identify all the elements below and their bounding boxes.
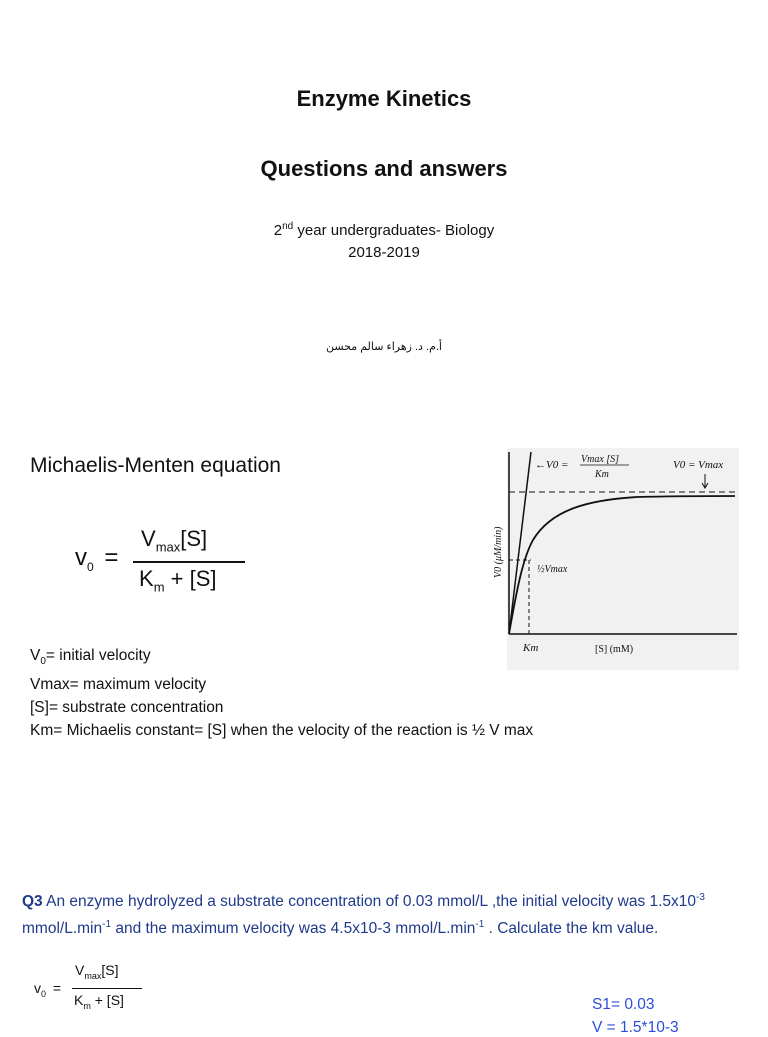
answer-s1: S1= 0.03 — [592, 996, 655, 1013]
small-eq-den-sub: m — [83, 1000, 91, 1011]
definitions — [30, 644, 533, 742]
eq-equals: = — [104, 544, 119, 571]
def-v0 — [30, 644, 533, 673]
small-eq-num-s: [S] — [101, 962, 119, 978]
section-title: Michaelis-Menten equation — [30, 454, 281, 477]
x-axis-label: [S] (mM) — [595, 644, 634, 655]
eq-num-sub: max — [155, 539, 181, 555]
question-q3 — [22, 886, 750, 940]
small-eq-num-v: V — [75, 962, 85, 978]
year-number: 2 — [273, 222, 283, 239]
mm-equation — [75, 522, 255, 602]
top-eq-num: Vmax [S] — [581, 454, 620, 465]
eq-den-rest: + [S] — [170, 566, 217, 591]
eq-num-v: V — [141, 526, 156, 551]
eq-v: v — [75, 544, 87, 571]
question-text-4: . Calculate the km value. — [484, 920, 659, 938]
small-mm-equation — [34, 960, 154, 1020]
question-sup-2: -1 — [102, 919, 112, 931]
initial-slope-line — [509, 452, 531, 634]
small-eq-denominator — [74, 992, 124, 1011]
top-eq-left: ←V0 = — [535, 459, 569, 471]
page-title: Enzyme Kinetics — [296, 86, 472, 111]
question-text-3: and the maximum velocity was 4.5x10-3 mmol/L.min — [111, 920, 476, 938]
small-eq-v: v — [34, 980, 41, 996]
small-eq-equals: = — [52, 980, 62, 996]
def-v0-main: V — [30, 647, 41, 664]
question-text-2: mmol/L.min — [22, 920, 103, 938]
eq-numerator — [141, 526, 207, 554]
small-eq-lhs — [34, 980, 61, 999]
half-vmax-label: ½Vmax — [537, 564, 568, 575]
def-v0-rest: = initial velocity — [45, 647, 151, 664]
small-eq-bar — [72, 988, 142, 989]
mm-graph-svg — [493, 448, 739, 670]
top-eq-den: Km — [595, 469, 609, 480]
mm-graph — [493, 448, 739, 670]
answer-v: V = 1.5*10-3 — [592, 1019, 679, 1036]
year-text: year undergraduates- Biology — [297, 222, 495, 239]
def-v0-sub: 0 — [40, 656, 46, 668]
eq-den-sub: m — [153, 579, 165, 595]
author-name: أ.م. د. زهراء سالم محسن — [326, 341, 442, 353]
small-eq-den-k: K — [74, 992, 84, 1008]
def-vmax: Vmax= maximum velocity — [30, 676, 207, 694]
audience-line — [0, 221, 768, 239]
eq-v-sub: 0 — [87, 559, 94, 574]
eq-den-k: K — [139, 566, 154, 591]
eq-denominator — [139, 566, 217, 594]
question-label: Q3 — [22, 893, 43, 911]
eq-fraction-bar — [133, 561, 245, 563]
academic-year: 2018-2019 — [348, 244, 420, 261]
small-eq-den-rest: + [S] — [94, 992, 124, 1008]
question-text-1: An enzyme hydrolyzed a substrate concentration of 0.03 mmol/L ,the initial velocity was 1.5x10 — [46, 893, 697, 911]
page-subtitle: Questions and answers — [260, 156, 508, 181]
eq-num-s: [S] — [180, 526, 208, 551]
top-eq-right: V0 = Vmax — [673, 459, 724, 471]
y-axis-label: V0 (μM/min) — [493, 526, 504, 578]
year-suffix: nd — [282, 221, 294, 232]
question-sup-3: -1 — [475, 919, 485, 931]
small-eq-num-sub: max — [84, 970, 102, 981]
question-sup-1: -3 — [696, 892, 705, 903]
eq-lhs — [75, 544, 118, 574]
small-eq-v-sub: 0 — [41, 988, 47, 999]
km-label: Km — [523, 642, 539, 654]
def-km: Km= Michaelis constant= [S] when the velocity of the reaction is ½ V max — [30, 722, 534, 740]
small-eq-numerator — [75, 962, 118, 981]
def-s: [S]= substrate concentration — [30, 699, 224, 717]
